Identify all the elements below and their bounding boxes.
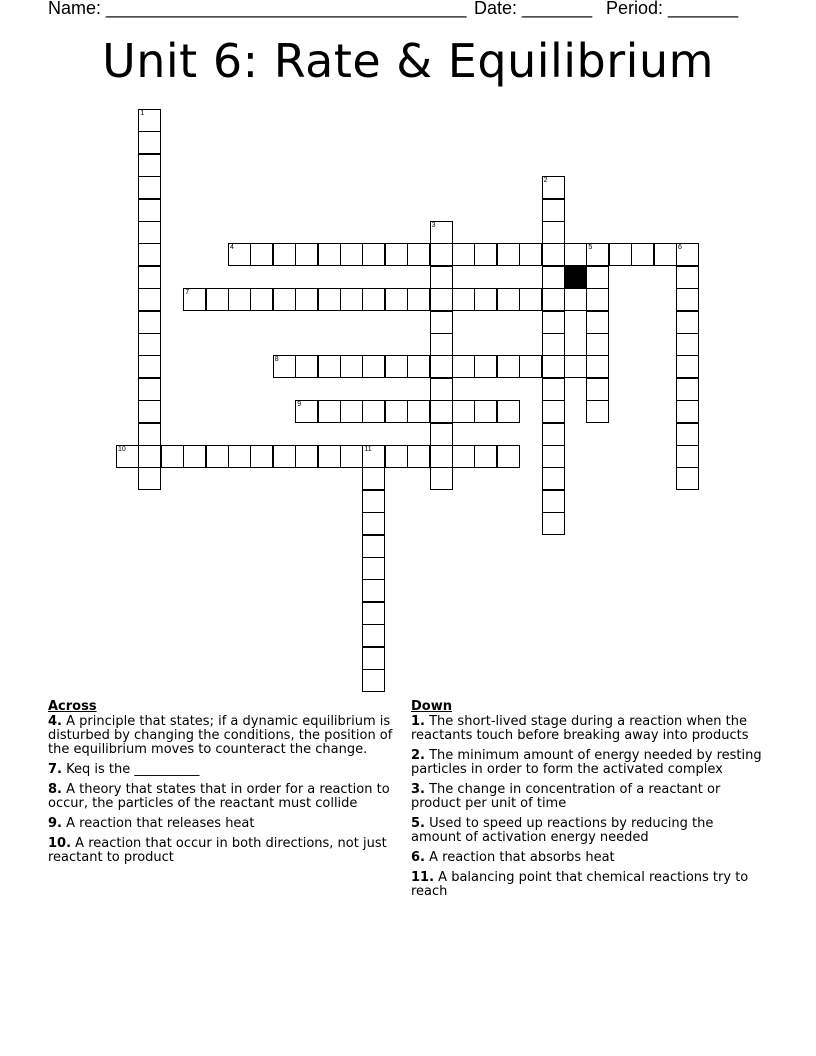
grid-cell[interactable] [273,355,296,378]
grid-cell[interactable] [206,288,229,311]
grid-cell[interactable] [430,423,453,446]
grid-cell[interactable] [474,288,497,311]
date-label: Date: _______ [474,0,593,18]
grid-cell[interactable] [676,378,699,401]
grid-cell[interactable] [542,445,565,468]
grid-cell[interactable] [340,355,363,378]
grid-cell[interactable] [318,355,341,378]
clue-number-label: 2. [411,748,425,763]
grid-cell[interactable] [676,355,699,378]
grid-cell[interactable] [452,288,475,311]
grid-cell[interactable] [676,243,699,266]
grid-cell[interactable] [519,243,542,266]
grid-cell[interactable] [430,333,453,356]
grid-cell[interactable] [273,243,296,266]
down-clue-6 [411,851,766,865]
grid-cell[interactable] [138,423,161,446]
across-clue-9 [48,817,393,831]
grid-cell[interactable] [362,535,385,558]
grid-cell[interactable] [183,445,206,468]
grid-cell[interactable] [362,445,385,468]
grid-cell[interactable] [542,512,565,535]
grid-cell[interactable] [362,647,385,670]
clue-text: A balancing point that chemical reactions try to reach [411,870,749,899]
grid-cell[interactable] [138,154,161,177]
grid-cell[interactable] [228,288,251,311]
grid-cell[interactable] [250,445,273,468]
down-clue-11 [411,871,766,899]
across-clue-7 [48,763,393,777]
grid-cell[interactable] [430,467,453,490]
grid-cell[interactable] [362,288,385,311]
grid-cell[interactable] [430,266,453,289]
down-heading: Down [411,699,452,714]
grid-cell[interactable] [654,243,677,266]
clue-text: A reaction that releases heat [61,816,255,831]
grid-cell[interactable] [586,355,609,378]
grid-cell[interactable] [362,400,385,423]
name-label: Name: ____________________________________ [48,0,467,18]
grid-cell[interactable] [250,288,273,311]
down-clue-5 [411,817,766,845]
grid-cell[interactable] [228,445,251,468]
grid-cell[interactable] [340,445,363,468]
grid-cell[interactable] [138,243,161,266]
grid-cell[interactable] [430,243,453,266]
grid-block [564,266,587,289]
clue-number: 11 [364,446,372,453]
clue-text: A principle that states; if a dynamic equilibrium is disturbed by changing the conditions, the position of the equilibrium moves to counteract the change. [48,714,393,757]
grid-cell[interactable] [676,311,699,334]
grid-cell[interactable] [385,243,408,266]
grid-cell[interactable] [385,355,408,378]
clue-number: 5 [588,244,593,252]
grid-cell[interactable] [542,490,565,513]
grid-cell[interactable] [430,221,453,244]
grid-cell[interactable] [564,243,587,266]
grid-cell[interactable] [564,288,587,311]
clue-text: Keq is the __________ [61,762,200,777]
grid-cell[interactable] [497,288,520,311]
grid-cell[interactable] [362,579,385,602]
clue-number-label: 10. [48,836,72,851]
grid-cell[interactable] [452,355,475,378]
grid-cell[interactable] [519,288,542,311]
grid-cell[interactable] [138,311,161,334]
clue-number: 8 [274,356,279,364]
grid-cell[interactable] [452,400,475,423]
grid-cell[interactable] [318,288,341,311]
grid-cell[interactable] [407,355,430,378]
down-clue-1 [411,715,766,743]
grid-cell[interactable] [385,445,408,468]
clue-number-label: 1. [411,714,425,729]
grid-cell[interactable] [452,243,475,266]
grid-cell[interactable] [340,243,363,266]
grid-cell[interactable] [407,400,430,423]
grid-cell[interactable] [542,333,565,356]
grid-cell[interactable] [586,266,609,289]
grid-cell[interactable] [116,445,139,468]
grid-cell[interactable] [542,221,565,244]
grid-cell[interactable] [452,445,475,468]
clue-number: 4 [230,244,234,252]
grid-cell[interactable] [362,512,385,535]
grid-cell[interactable] [407,288,430,311]
grid-cell[interactable] [138,176,161,199]
grid-cell[interactable] [497,243,520,266]
clue-number-label: 3. [411,782,425,797]
grid-cell[interactable] [609,243,632,266]
across-clue-10 [48,837,393,865]
clue-number-label: 8. [48,782,62,797]
grid-cell[interactable] [474,243,497,266]
grid-cell[interactable] [362,669,385,692]
grid-cell[interactable] [676,288,699,311]
grid-cell[interactable] [564,355,587,378]
grid-cell[interactable] [586,333,609,356]
grid-cell[interactable] [138,131,161,154]
grid-cell[interactable] [542,288,565,311]
grid-cell[interactable] [497,400,520,423]
across-clue-8 [48,783,393,811]
grid-cell[interactable] [362,355,385,378]
grid-cell[interactable] [318,243,341,266]
grid-cell[interactable] [295,400,318,423]
clue-number: 9 [297,401,302,409]
grid-cell[interactable] [542,243,565,266]
grid-cell[interactable] [474,355,497,378]
grid-cell[interactable] [138,109,161,132]
grid-cell[interactable] [542,467,565,490]
grid-cell[interactable] [295,288,318,311]
grid-cell[interactable] [631,243,654,266]
across-clues [48,700,393,871]
grid-cell[interactable] [676,400,699,423]
grid-cell[interactable] [586,288,609,311]
grid-cell[interactable] [340,400,363,423]
grid-cell[interactable] [385,400,408,423]
grid-cell[interactable] [138,333,161,356]
grid-cell[interactable] [385,288,408,311]
grid-cell[interactable] [676,467,699,490]
grid-cell[interactable] [183,288,206,311]
grid-cell[interactable] [542,400,565,423]
clue-number-label: 9. [48,816,62,831]
period-label: Period: _______ [606,0,739,18]
grid-cell[interactable] [407,445,430,468]
down-clues [411,700,766,905]
grid-cell[interactable] [407,243,430,266]
grid-cell[interactable] [676,333,699,356]
page-title: Unit 6: Rate & Equilibrium [102,34,714,88]
grid-cell[interactable] [430,400,453,423]
clue-number-label: 6. [411,850,425,865]
grid-cell[interactable] [497,355,520,378]
grid-cell[interactable] [340,288,363,311]
grid-cell[interactable] [676,423,699,446]
down-clue-2 [411,749,766,777]
grid-cell[interactable] [138,400,161,423]
grid-cell[interactable] [138,445,161,468]
clue-number: 3 [431,222,436,229]
grid-cell[interactable] [206,445,229,468]
clue-text: A theory that states that in order for a reaction to occur, the particles of the reactant must collide [48,782,390,811]
grid-cell[interactable] [362,490,385,513]
grid-cell[interactable] [295,445,318,468]
grid-cell[interactable] [138,378,161,401]
clue-text: The minimum amount of energy needed by resting particles in order to form the activated complex [411,748,762,777]
grid-cell[interactable] [542,355,565,378]
grid-cell[interactable] [676,266,699,289]
grid-cell[interactable] [542,423,565,446]
grid-cell[interactable] [362,557,385,580]
clue-number: 7 [185,289,190,297]
grid-cell[interactable] [586,400,609,423]
across-clue-4 [48,715,393,757]
grid-cell[interactable] [497,445,520,468]
clue-text: A reaction that occur in both directions, not just reactant to product [48,836,387,865]
across-heading: Across [48,699,97,714]
grid-cell[interactable] [138,467,161,490]
down-clue-3 [411,783,766,811]
grid-cell[interactable] [430,311,453,334]
grid-cell[interactable] [586,311,609,334]
clue-number: 2 [543,177,548,185]
grid-cell[interactable] [430,445,453,468]
grid-cell[interactable] [430,378,453,401]
grid-cell[interactable] [430,355,453,378]
clue-number-label: 11. [411,870,435,885]
clue-number: 6 [678,244,682,252]
grid-cell[interactable] [586,378,609,401]
grid-cell[interactable] [430,288,453,311]
grid-cell[interactable] [138,199,161,222]
grid-cell[interactable] [542,176,565,199]
clue-text: The change in concentration of a reactant or product per unit of time [411,782,721,811]
clue-number: 1 [140,110,145,117]
grid-cell[interactable] [138,266,161,289]
clue-number: 10 [118,446,126,453]
grid-cell[interactable] [318,400,341,423]
clue-text: The short-lived stage during a reaction when the reactants touch before breaking away into products [411,714,749,743]
grid-cell[interactable] [295,355,318,378]
grid-cell[interactable] [362,602,385,625]
grid-cell[interactable] [676,445,699,468]
grid-cell[interactable] [542,199,565,222]
grid-cell[interactable] [138,221,161,244]
grid-cell[interactable] [273,288,296,311]
clue-text: Used to speed up reactions by reducing the amount of activation energy needed [411,816,714,845]
grid-cell[interactable] [519,355,542,378]
grid-cell[interactable] [542,266,565,289]
grid-cell[interactable] [362,624,385,647]
grid-cell[interactable] [586,243,609,266]
grid-cell[interactable] [542,378,565,401]
grid-cell[interactable] [318,445,341,468]
clue-number-label: 7. [48,762,62,777]
grid-cell[interactable] [273,445,296,468]
clue-number-label: 4. [48,714,62,729]
grid-cell[interactable] [542,311,565,334]
grid-cell[interactable] [295,243,318,266]
grid-cell[interactable] [161,445,184,468]
clue-text: A reaction that absorbs heat [424,850,615,865]
grid-cell[interactable] [138,288,161,311]
grid-cell[interactable] [362,467,385,490]
grid-cell[interactable] [474,400,497,423]
grid-cell[interactable] [362,243,385,266]
grid-cell[interactable] [138,355,161,378]
clue-number-label: 5. [411,816,425,831]
grid-cell[interactable] [250,243,273,266]
grid-cell[interactable] [228,243,251,266]
grid-cell[interactable] [474,445,497,468]
